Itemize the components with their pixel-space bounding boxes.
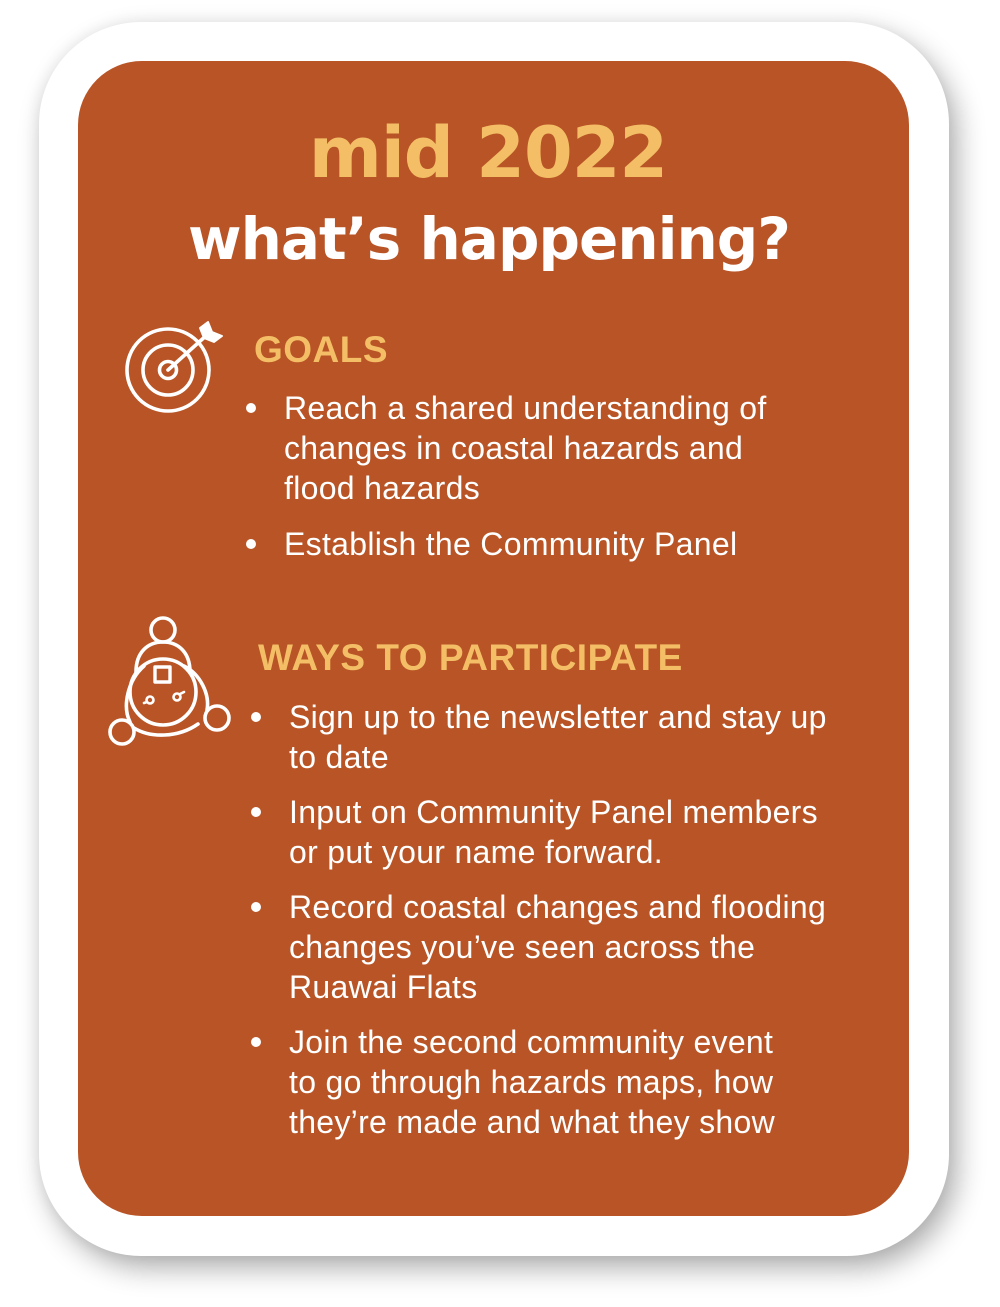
- bullet-icon: [251, 902, 261, 912]
- bullet-icon: [251, 712, 261, 722]
- item-line: they’re made and what they show: [289, 1104, 776, 1140]
- item-line: Record coastal changes and flooding: [289, 889, 827, 925]
- bullet-icon: [251, 807, 261, 817]
- item-line: or put your name forward.: [289, 834, 663, 870]
- participate-list-item: [251, 1022, 871, 1142]
- participate-list-item: [251, 697, 871, 777]
- participate-list-item: [251, 792, 871, 872]
- bullet-icon: [251, 1037, 261, 1047]
- item-line: Input on Community Panel members: [289, 794, 818, 830]
- goals-list: [246, 388, 846, 580]
- ways-to-participate-heading: WAYS TO PARTICIPATE: [258, 637, 683, 678]
- participate-list-item: [251, 887, 871, 1007]
- page-title-period: mid 2022: [308, 112, 668, 194]
- item-line: Reach a shared understanding of: [284, 390, 767, 426]
- item-line: Ruawai Flats: [289, 969, 478, 1005]
- item-line: to date: [289, 739, 389, 775]
- ways-to-participate-list: [251, 697, 871, 1157]
- item-line: to go through hazards maps, how: [289, 1064, 774, 1100]
- target-icon: [120, 316, 230, 426]
- item-line: Join the second community event: [289, 1024, 774, 1060]
- page-subtitle: what’s happening?: [188, 205, 790, 273]
- bullet-icon: [246, 539, 256, 549]
- goals-list-item: [246, 524, 846, 564]
- item-line: Sign up to the newsletter and stay up: [289, 699, 827, 735]
- bullet-icon: [246, 403, 256, 413]
- goals-heading: GOALS: [254, 329, 389, 370]
- item-line: Establish the Community Panel: [284, 526, 738, 562]
- goals-list-item: [246, 388, 846, 508]
- item-line: changes you’ve seen across the: [289, 929, 756, 965]
- item-line: changes in coastal hazards and: [284, 430, 744, 466]
- community-group-icon: [100, 610, 240, 750]
- item-line: flood hazards: [284, 470, 481, 506]
